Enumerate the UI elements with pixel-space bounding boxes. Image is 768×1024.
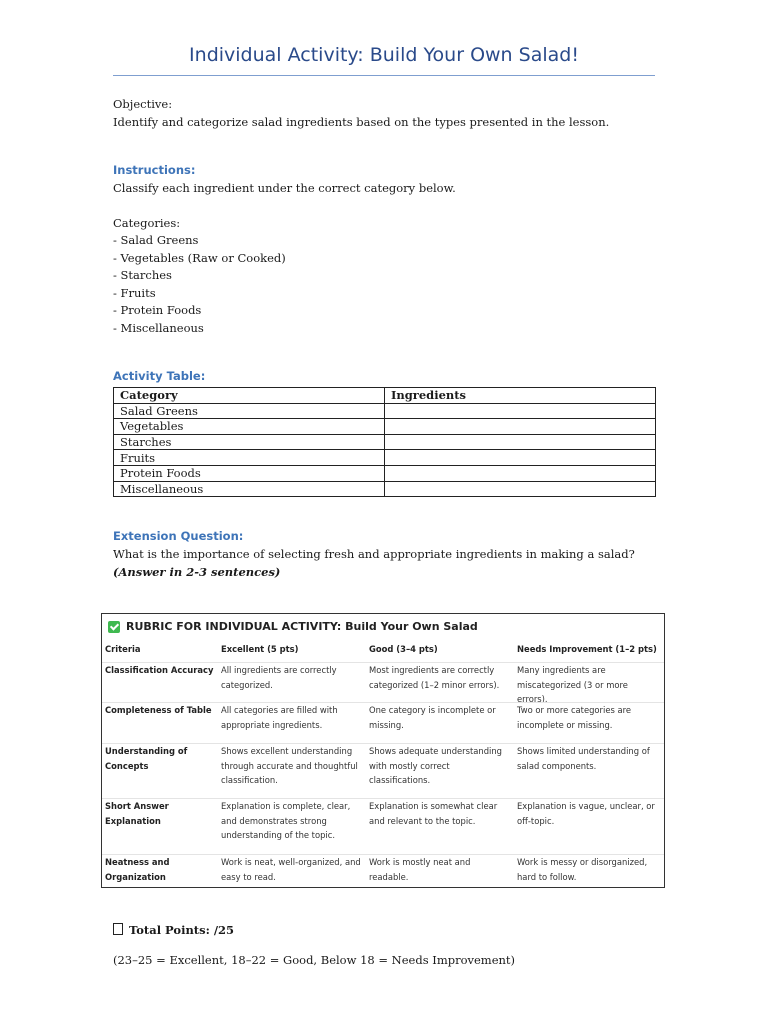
- extension-hint: (Answer in 2-3 sentences): [113, 564, 281, 579]
- rubric-col-criteria: Criteria: [105, 644, 141, 654]
- rubric-row: [102, 662, 664, 705]
- category-item: - Miscellaneous: [113, 320, 204, 335]
- missing-glyph-box-icon: [113, 923, 123, 935]
- grading-scale: (23–25 = Excellent, 18–22 = Good, Below 18 = Needs Improvement): [113, 953, 516, 967]
- rubric-row: [102, 854, 664, 891]
- category-cell: Starches: [114, 434, 385, 450]
- ingredients-cell[interactable]: [385, 450, 656, 466]
- rubric-criteria: Classification Accuracy: [105, 665, 214, 675]
- check-mark-icon: [108, 621, 120, 633]
- table-row: [114, 419, 656, 435]
- activity-table-heading: Activity Table:: [113, 369, 206, 383]
- title-divider: [113, 75, 655, 76]
- rubric-criteria: Short Answer Explanation: [105, 801, 169, 826]
- category-item: - Starches: [113, 268, 172, 282]
- ingredients-cell[interactable]: [385, 481, 656, 497]
- extension-question-text: What is the importance of selecting fresh and appropriate ingredients in making a salad?: [113, 547, 635, 561]
- total-points-label: Total Points: /25: [129, 923, 235, 937]
- rubric-excellent: Explanation is complete, clear, and demonstrates strong understanding of the topic.: [221, 801, 351, 841]
- rubric-needs: Many ingredients are miscategorized (3 or more errors).: [517, 665, 628, 705]
- category-item: - Vegetables (Raw or Cooked): [113, 250, 286, 265]
- category-cell: Miscellaneous: [114, 481, 385, 497]
- rubric-needs: Explanation is vague, unclear, or off-topic.: [517, 801, 655, 826]
- rubric-good: One category is incomplete or missing.: [369, 705, 496, 730]
- rubric-header-row: [102, 642, 664, 662]
- ingredients-cell[interactable]: [385, 465, 656, 481]
- table-row: [114, 450, 656, 466]
- rubric-criteria: Understanding of Concepts: [105, 746, 188, 771]
- category-cell: Fruits: [114, 450, 385, 466]
- page-title: Individual Activity: Build Your Own Salad!: [189, 44, 579, 66]
- rubric-image: [101, 613, 665, 888]
- instructions-heading: Instructions:: [113, 163, 196, 177]
- rubric-excellent: All categories are filled with appropriate ingredients.: [221, 705, 338, 730]
- rubric-excellent: Work is neat, well-organized, and easy to read.: [221, 857, 361, 882]
- instructions-text: Classify each ingredient under the correct category below.: [113, 181, 456, 195]
- total-points: [113, 923, 234, 937]
- table-row: [114, 465, 656, 481]
- categories-list: [113, 232, 286, 337]
- rubric-criteria: Completeness of Table: [105, 705, 212, 715]
- rubric-col-needs: Needs Improvement (1–2 pts): [517, 644, 657, 654]
- rubric-good: Work is mostly neat and readable.: [369, 857, 471, 882]
- rubric-needs: Shows limited understanding of salad components.: [517, 746, 650, 771]
- rubric-good: Most ingredients are correctly categorized (1–2 minor errors).: [369, 665, 500, 690]
- category-item: - Protein Foods: [113, 303, 202, 317]
- rubric-row: [102, 743, 664, 800]
- column-header-ingredients: Ingredients: [385, 388, 656, 404]
- rubric-row: [102, 798, 664, 855]
- rubric-header: [108, 620, 478, 633]
- column-header-category: Category: [114, 388, 385, 404]
- rubric-col-good: Good (3–4 pts): [369, 644, 438, 654]
- table-header-row: [114, 388, 656, 404]
- extension-heading: Extension Question:: [113, 529, 244, 543]
- table-row: [114, 434, 656, 450]
- activity-table: [113, 387, 656, 497]
- extension-question: [113, 546, 658, 581]
- categories-label: Categories:: [113, 216, 181, 230]
- rubric-good: Explanation is somewhat clear and relevant to the topic.: [369, 801, 498, 826]
- rubric-criteria: Neatness and Organization: [105, 857, 170, 882]
- rubric-needs: Two or more categories are incomplete or missing.: [517, 705, 632, 730]
- category-item: - Fruits: [113, 285, 156, 300]
- ingredients-cell[interactable]: [385, 434, 656, 450]
- rubric-col-excellent: Excellent (5 pts): [221, 644, 299, 654]
- rubric-row: [102, 702, 664, 745]
- category-cell: Protein Foods: [114, 465, 385, 481]
- rubric-excellent: All ingredients are correctly categorized.: [221, 665, 337, 690]
- rubric-excellent: Shows excellent understanding through accurate and thoughtful classification.: [221, 746, 358, 786]
- table-row: [114, 403, 656, 419]
- category-item: - Salad Greens: [113, 233, 199, 247]
- rubric-title: RUBRIC FOR INDIVIDUAL ACTIVITY: Build Your Own Salad: [126, 620, 478, 633]
- category-cell: Vegetables: [114, 419, 385, 435]
- objective-label: Objective:: [113, 97, 173, 111]
- ingredients-cell[interactable]: [385, 419, 656, 435]
- category-cell: Salad Greens: [114, 403, 385, 419]
- table-row: [114, 481, 656, 497]
- rubric-good: Shows adequate understanding with mostly correct classifications.: [369, 746, 502, 786]
- objective-text: Identify and categorize salad ingredients based on the types presented in the lesson.: [113, 115, 610, 129]
- ingredients-cell[interactable]: [385, 403, 656, 419]
- rubric-needs: Work is messy or disorganized, hard to follow.: [517, 857, 648, 882]
